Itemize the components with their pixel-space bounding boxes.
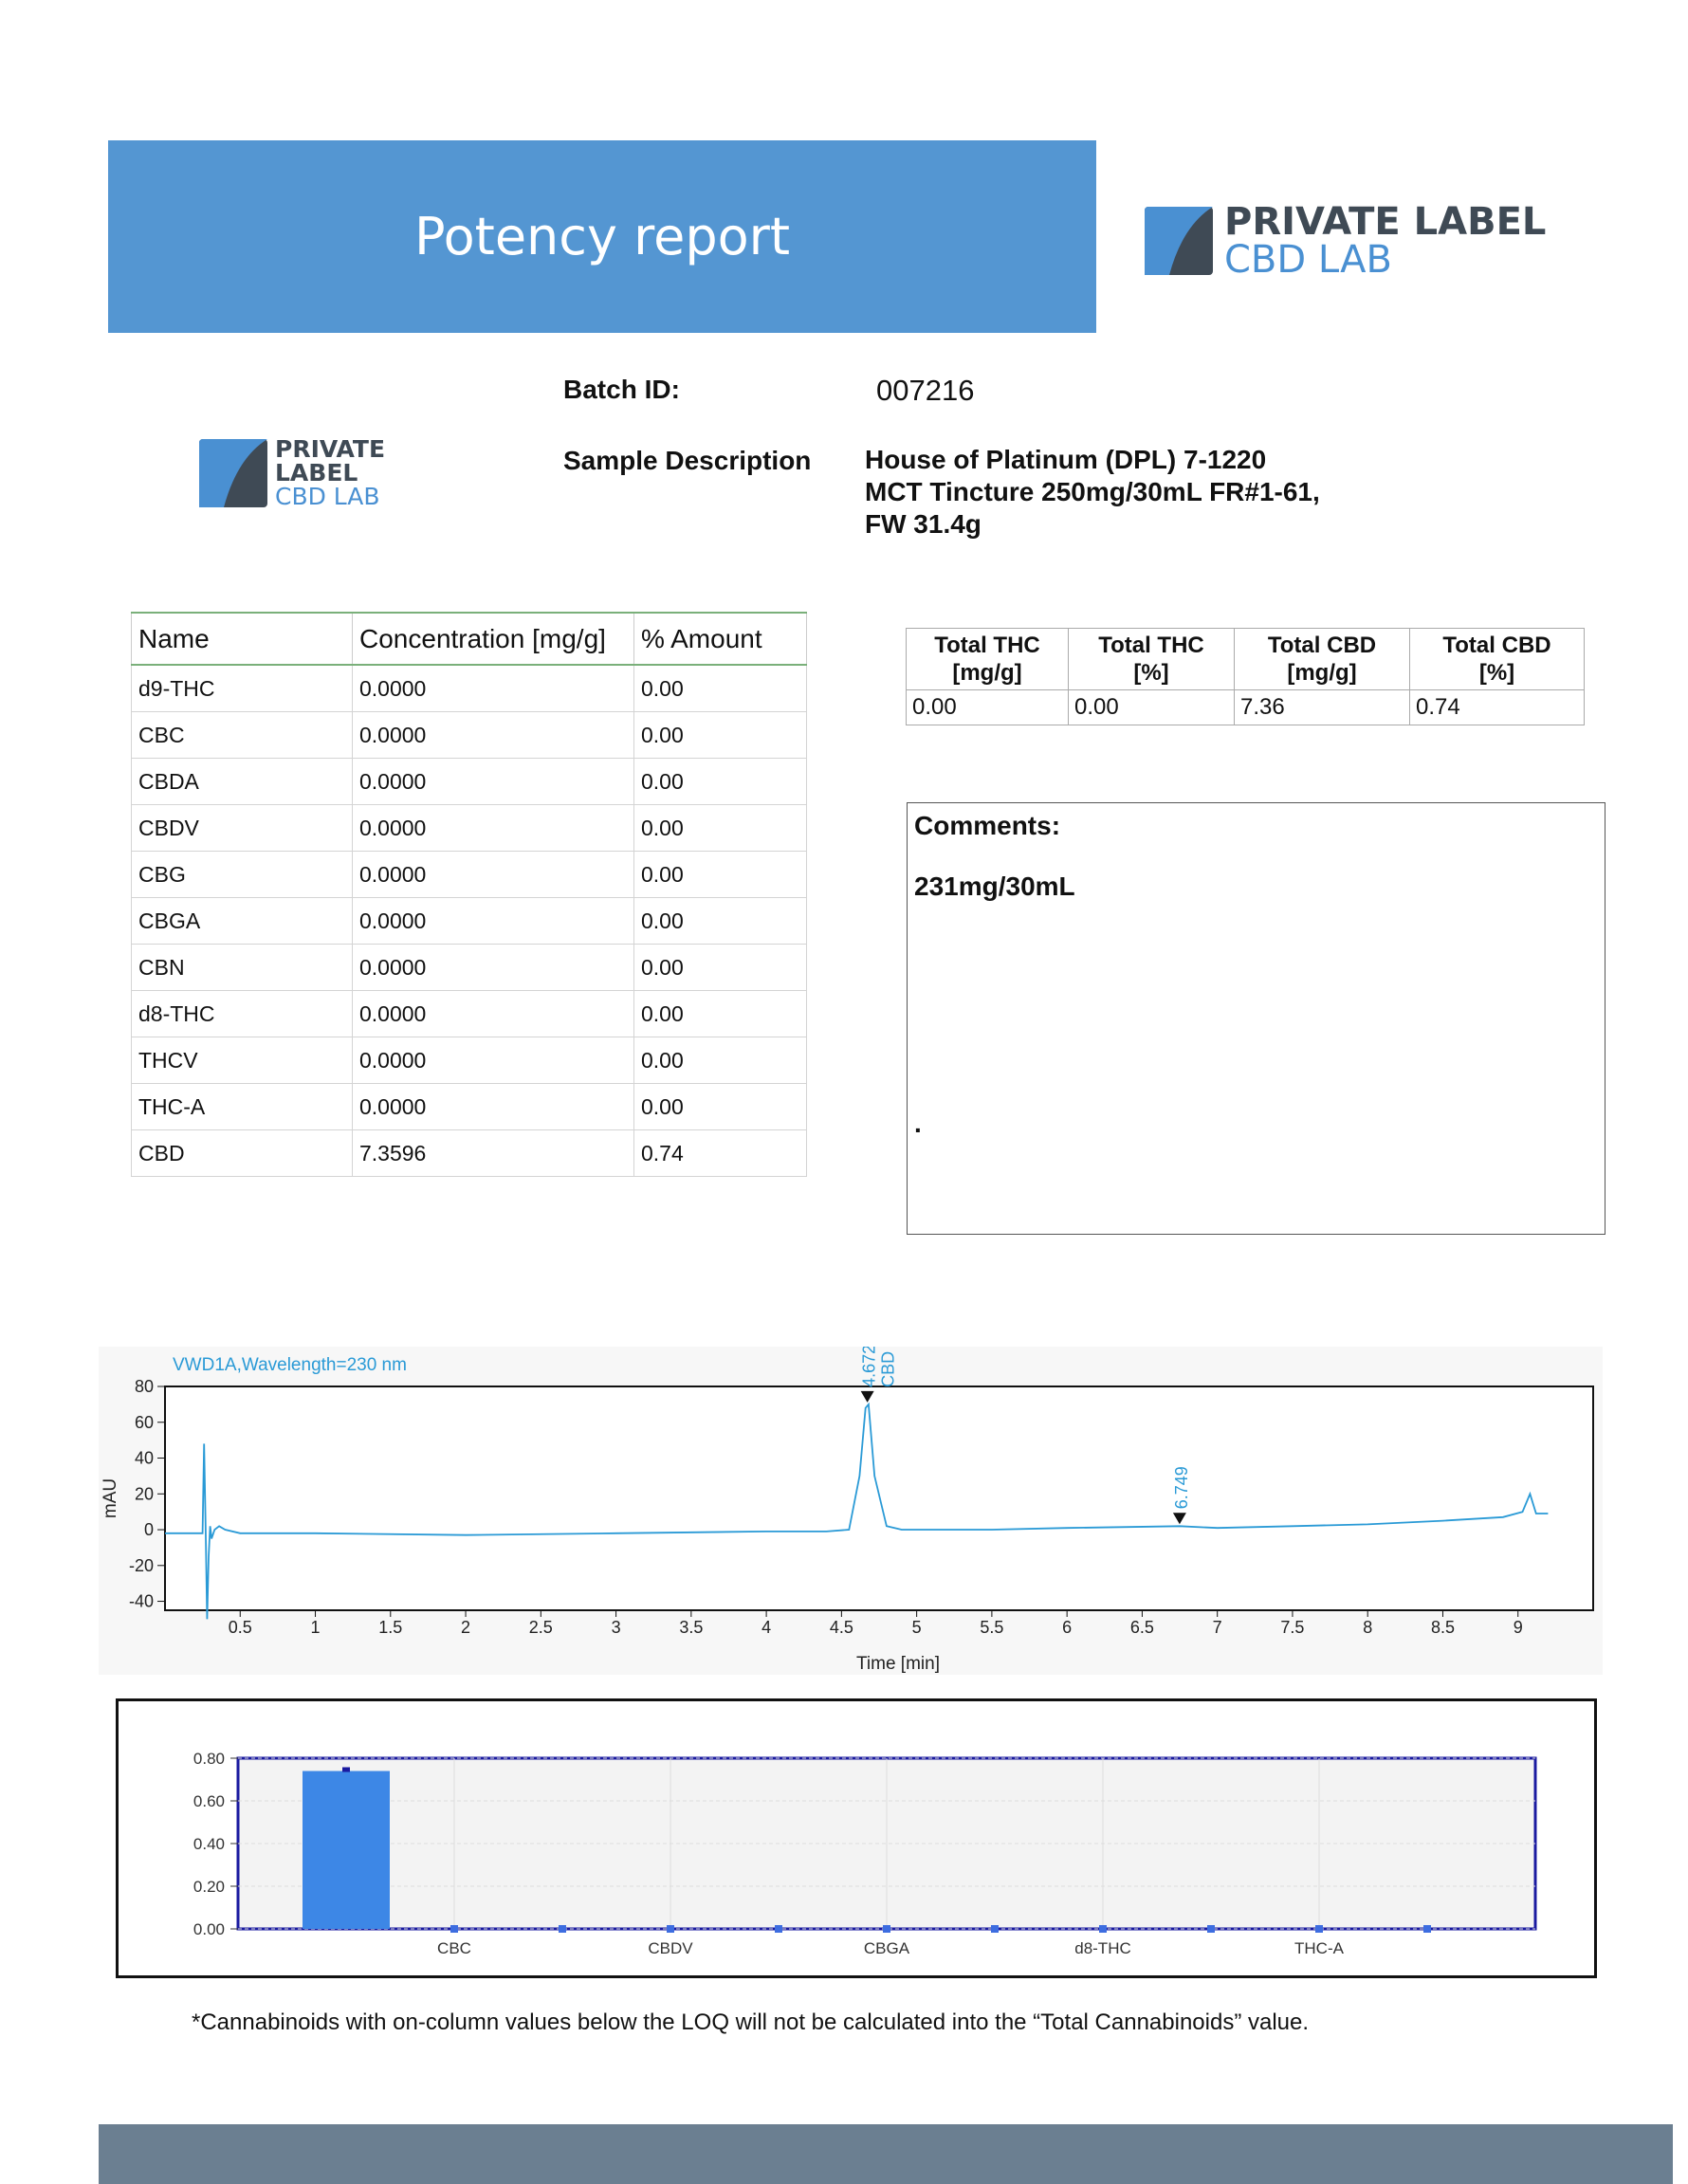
chart-title: VWD1A,Wavelength=230 nm — [173, 1355, 407, 1375]
bar-CBG — [775, 1925, 782, 1933]
x-tick-label: 2 — [461, 1618, 471, 1637]
x-tick-label: 5 — [911, 1618, 922, 1637]
table-cell: CBD — [132, 1130, 353, 1177]
table-row — [132, 805, 807, 852]
table-row — [132, 1130, 807, 1177]
table-cell: 0.00 — [634, 898, 807, 945]
table-cell: 0.00 — [634, 712, 807, 759]
page-title: Potency report — [413, 207, 791, 266]
x-tick-label: 5.5 — [980, 1618, 1004, 1637]
x-tick-label: THC-A — [1294, 1939, 1344, 1957]
logo-line1: PRIVATE LABEL — [1224, 200, 1547, 244]
y-tick-label: 20 — [134, 1484, 154, 1504]
x-tick-label: d8-THC — [1074, 1939, 1131, 1957]
bar-CBD — [303, 1771, 390, 1930]
table-row — [132, 665, 807, 712]
x-tick-label: CBDV — [648, 1939, 693, 1957]
comments-label: Comments: — [914, 811, 1061, 840]
x-tick-label: 9 — [1513, 1618, 1523, 1637]
y-tick-label: 0.80 — [193, 1750, 225, 1768]
y-tick-label: 0.20 — [193, 1878, 225, 1896]
table-cell: CBC — [132, 712, 353, 759]
table-cell: 0.00 — [1069, 690, 1235, 725]
sample-description-value — [865, 444, 1320, 541]
peak-name: CBD — [878, 1350, 898, 1387]
column-header-total-thc-mg: Total THC [mg/g] — [907, 629, 1069, 690]
table-cell: 0.0000 — [353, 665, 634, 712]
table-cell: 0.00 — [634, 665, 807, 712]
table-row — [132, 1037, 807, 1084]
logo-small-line1: PRIVATE — [275, 435, 386, 463]
table-row — [907, 690, 1585, 725]
x-tick-label: 0.5 — [228, 1618, 252, 1637]
table-cell: 7.36 — [1235, 690, 1410, 725]
column-header-total-cbd-mg: Total CBD [mg/g] — [1235, 629, 1410, 690]
comments-value: 231mg/30mL — [914, 872, 1075, 901]
y-tick-label: -20 — [128, 1555, 154, 1575]
chromatogram-chart — [99, 1347, 1603, 1675]
table-cell: 0.0000 — [353, 991, 634, 1037]
y-tick-label: 60 — [134, 1412, 154, 1432]
table-cell: 0.74 — [634, 1130, 807, 1177]
table-cell: 0.00 — [634, 991, 807, 1037]
bar-THCV — [1207, 1925, 1215, 1933]
y-tick-label: 0.00 — [193, 1920, 225, 1938]
compound-table — [131, 612, 807, 1177]
table-cell: CBG — [132, 852, 353, 898]
table-cell: 0.00 — [634, 759, 807, 805]
bar-chart — [116, 1698, 1597, 1978]
table-cell: CBDV — [132, 805, 353, 852]
chromatogram-svg — [99, 1347, 1603, 1675]
y-tick-label: -40 — [128, 1591, 154, 1611]
column-header-name: Name — [132, 613, 353, 665]
table-cell: 0.00 — [634, 1084, 807, 1130]
table-cell: 0.00 — [634, 805, 807, 852]
column-header-concentration: Concentration [mg/g] — [353, 613, 634, 665]
y-tick-label: 0.60 — [193, 1792, 225, 1810]
table-cell: 0.0000 — [353, 1037, 634, 1084]
column-header-total-thc-pct: Total THC [%] — [1069, 629, 1235, 690]
table-cell: 0.0000 — [353, 805, 634, 852]
table-cell: CBGA — [132, 898, 353, 945]
table-row — [132, 898, 807, 945]
x-tick-label: 8.5 — [1430, 1618, 1455, 1637]
bar-chart-svg — [119, 1701, 1594, 1975]
table-cell: 0.74 — [1410, 690, 1585, 725]
table-cell: 0.0000 — [353, 759, 634, 805]
table-cell: CBDA — [132, 759, 353, 805]
sample-line: FW 31.4g — [865, 509, 982, 539]
logo-icon — [199, 439, 267, 507]
table-row — [132, 712, 807, 759]
totals-table — [906, 628, 1585, 725]
y-tick-label: 80 — [134, 1377, 154, 1396]
footnote: *Cannabinoids with on-column values below the LOQ will not be calculated into the “Total Cannabinoids” value. — [192, 2010, 1310, 2035]
y-tick-label: 0.40 — [193, 1835, 225, 1853]
comments-box — [907, 802, 1605, 1235]
bar-CBDA — [559, 1925, 566, 1933]
brand-logo — [1145, 200, 1547, 282]
bar-d9-THC — [1423, 1925, 1431, 1933]
bar-CBDV — [667, 1925, 674, 1933]
peak-label: 6.749 — [1171, 1466, 1191, 1510]
x-tick-label: CBC — [437, 1939, 471, 1957]
table-cell: THCV — [132, 1037, 353, 1084]
comments-trailing: . — [914, 1109, 922, 1138]
logo-icon — [1145, 207, 1213, 275]
column-header-total-cbd-pct: Total CBD [%] — [1410, 629, 1585, 690]
x-tick-label: 1 — [310, 1618, 321, 1637]
y-axis-label: mAU — [101, 1477, 120, 1519]
x-tick-label: 1.5 — [378, 1618, 403, 1637]
logo-small-line2: LABEL — [275, 459, 358, 486]
bar-d8-THC — [1099, 1925, 1107, 1933]
brand-logo-small — [199, 437, 385, 508]
x-tick-label: 7.5 — [1280, 1618, 1305, 1637]
x-tick-label: 7 — [1212, 1618, 1222, 1637]
x-tick-label: 4 — [761, 1618, 772, 1637]
x-tick-label: 6.5 — [1129, 1618, 1154, 1637]
peak-label: 4.672 — [859, 1347, 879, 1387]
column-header-amount: % Amount — [634, 613, 807, 665]
y-tick-label: 40 — [134, 1448, 154, 1468]
x-tick-label: 4.5 — [829, 1618, 853, 1637]
x-axis-label: Time [min] — [856, 1654, 940, 1674]
table-cell: 7.3596 — [353, 1130, 634, 1177]
table-header-row — [907, 629, 1585, 690]
bar-CBN — [991, 1925, 999, 1933]
table-row — [132, 1084, 807, 1130]
bar-CBC — [450, 1925, 458, 1933]
table-cell: d8-THC — [132, 991, 353, 1037]
header-banner — [108, 140, 1096, 333]
footer-bar — [99, 2124, 1673, 2184]
x-tick-label: 3.5 — [679, 1618, 704, 1637]
x-tick-label: 2.5 — [528, 1618, 553, 1637]
sample-line: MCT Tincture 250mg/30mL FR#1-61, — [865, 477, 1320, 506]
table-row — [132, 852, 807, 898]
table-cell: 0.0000 — [353, 898, 634, 945]
bar-CBGA — [883, 1925, 890, 1933]
table-row — [132, 991, 807, 1037]
bar-THC-A — [1315, 1925, 1323, 1933]
logo-small-line3: CBD LAB — [275, 483, 380, 510]
table-cell: 0.00 — [907, 690, 1069, 725]
table-cell: THC-A — [132, 1084, 353, 1130]
batch-id-value: 007216 — [876, 374, 975, 407]
x-tick-label: 6 — [1062, 1618, 1073, 1637]
table-cell: 0.00 — [634, 945, 807, 991]
x-tick-label: 8 — [1363, 1618, 1373, 1637]
sample-description-label: Sample Description — [563, 446, 812, 475]
table-row — [132, 759, 807, 805]
table-cell: 0.0000 — [353, 852, 634, 898]
table-cell: d9-THC — [132, 665, 353, 712]
table-header-row — [132, 613, 807, 665]
table-cell: 0.0000 — [353, 712, 634, 759]
bar-marker — [342, 1768, 350, 1772]
sample-line: House of Platinum (DPL) 7-1220 — [865, 445, 1267, 474]
logo-line2: CBD LAB — [1224, 238, 1392, 282]
y-tick-label: 0 — [143, 1520, 154, 1540]
table-cell: 0.00 — [634, 852, 807, 898]
table-cell: 0.0000 — [353, 1084, 634, 1130]
table-cell: 0.0000 — [353, 945, 634, 991]
batch-id-label: Batch ID: — [563, 375, 680, 404]
x-tick-label: CBGA — [863, 1939, 910, 1957]
table-cell: 0.00 — [634, 1037, 807, 1084]
x-tick-label: 3 — [611, 1618, 621, 1637]
table-row — [132, 945, 807, 991]
table-cell: CBN — [132, 945, 353, 991]
